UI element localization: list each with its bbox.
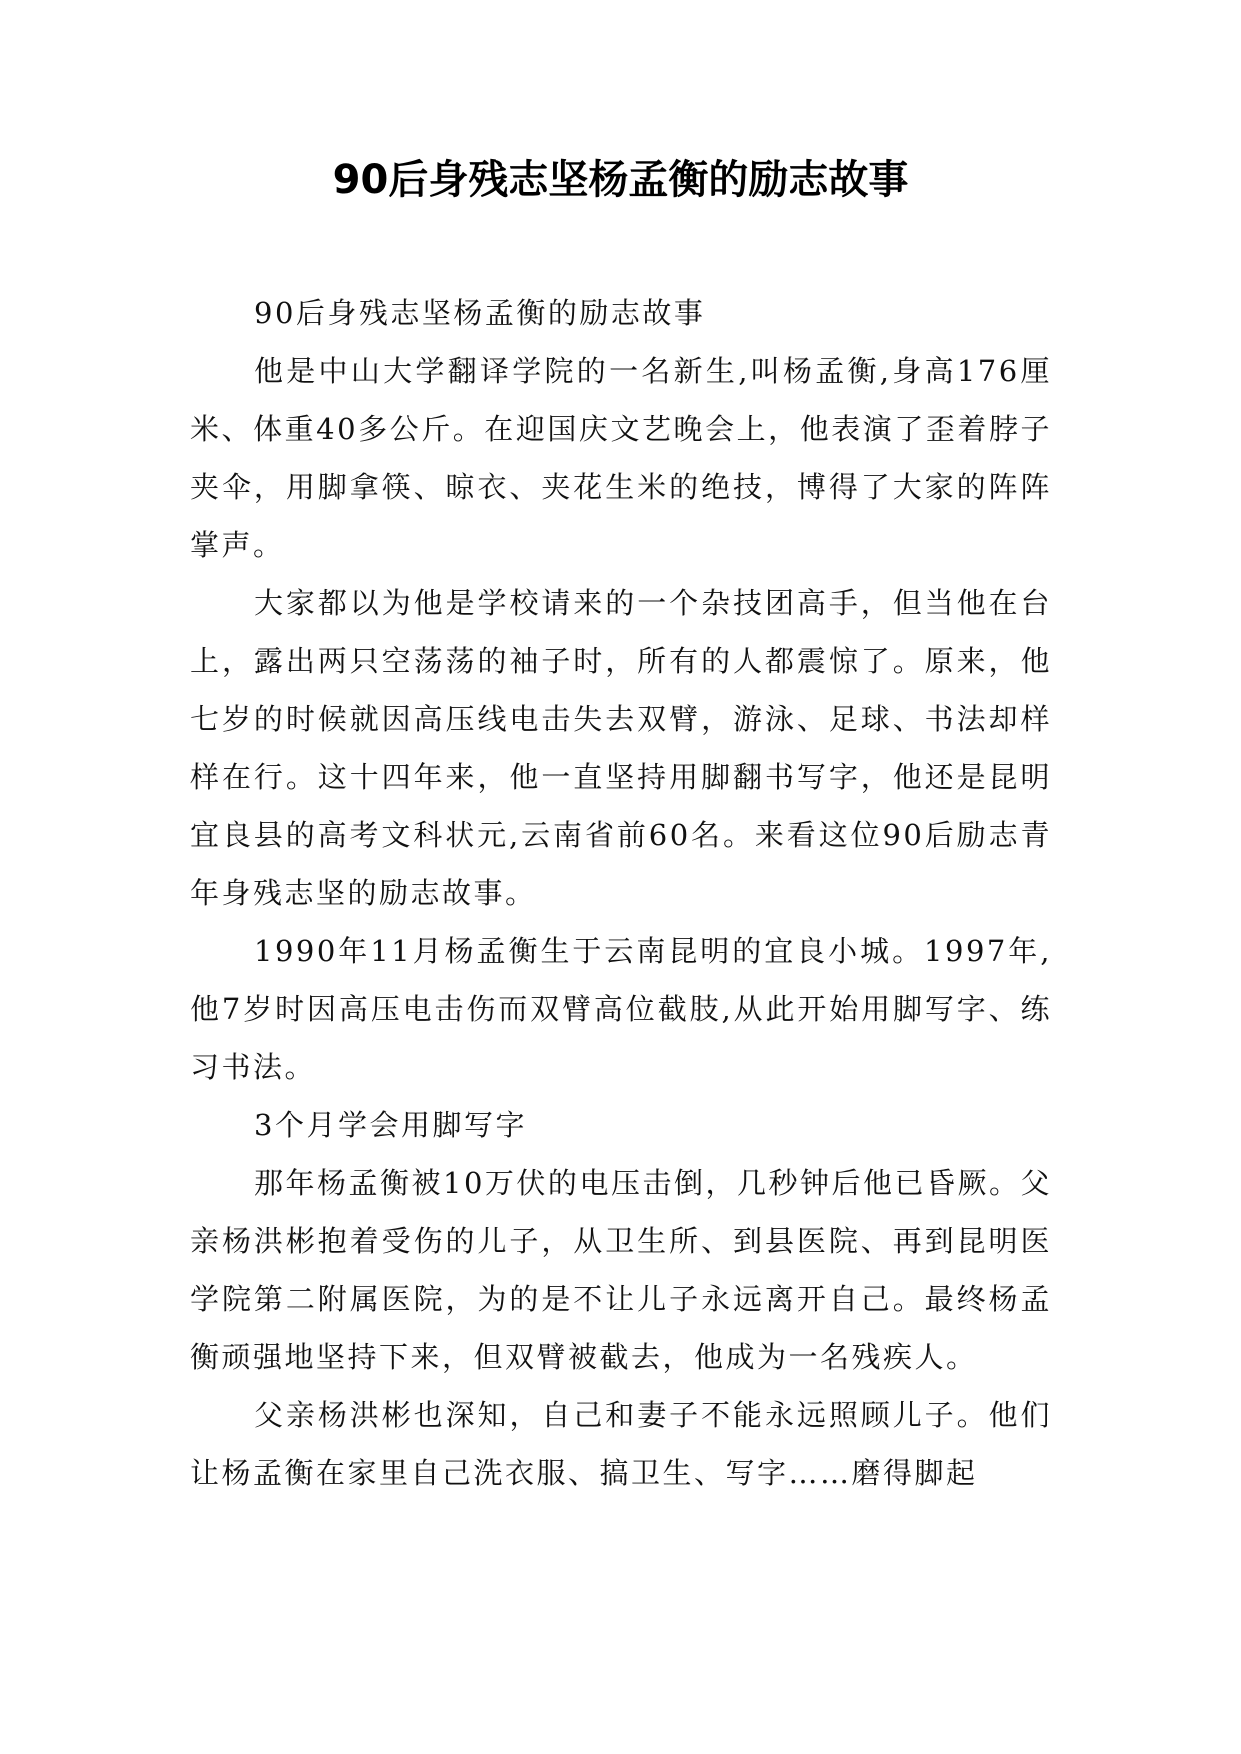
section-heading: 3个月学会用脚写字 bbox=[254, 1108, 527, 1142]
body-paragraph: 大家都以为他是学校请来的一个杂技团高手，但当他在台上，露出两只空荡荡的袖子时，所有的人都震惊了。原来，他七岁的时候就因高压线电击失去双臂，游泳、足球、书法却样样在行。这十四年来，他一直坚持用脚翻书写字，他还是昆明宜良县的高考文科状元,云南省前60名。来看这位90后励志青年身残志坚的励志故事。 bbox=[190, 586, 1052, 910]
document-body bbox=[190, 284, 1052, 1502]
body-paragraph: 父亲杨洪彬也深知，自己和妻子不能永远照顾儿子。他们让杨孟衡在家里自己洗衣服、搞卫生、写字……磨得脚起 bbox=[190, 1398, 1052, 1490]
document-title: 90后身残志坚杨孟衡的励志故事 bbox=[332, 157, 909, 203]
body-paragraph: 他是中山大学翻译学院的一名新生,叫杨孟衡,身高176厘米、体重40多公斤。在迎国庆文艺晚会上，他表演了歪着脖子夹伞，用脚拿筷、晾衣、夹花生米的绝技，博得了大家的阵阵掌声。 bbox=[190, 354, 1052, 562]
subtitle-paragraph: 90后身残志坚杨孟衡的励志故事 bbox=[254, 296, 706, 330]
body-paragraph: 1990年11月杨孟衡生于云南昆明的宜良小城。1997年,他7岁时因高压电击伤而双臂高位截肢,从此开始用脚写字、练习书法。 bbox=[190, 934, 1052, 1084]
body-paragraph: 那年杨孟衡被10万伏的电压击倒，几秒钟后他已昏厥。父亲杨洪彬抱着受伤的儿子，从卫生所、到县医院、再到昆明医学院第二附属医院，为的是不让儿子永远离开自己。最终杨孟衡顽强地坚持下来，但双臂被截去，他成为一名残疾人。 bbox=[190, 1166, 1052, 1374]
